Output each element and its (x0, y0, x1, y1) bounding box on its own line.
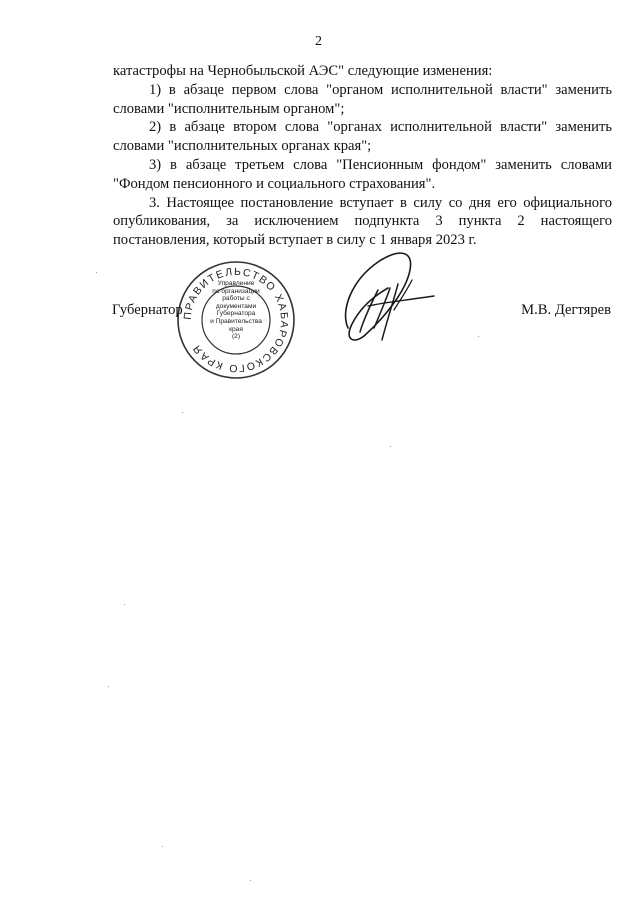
seal-inner-line: и Правительства (210, 317, 262, 325)
scan-speck (182, 412, 183, 413)
paragraph: 3) в абзаце третьем слова "Пенсионным фондом" заменить словами "Фондом пенсионного и социального страхования". (113, 156, 612, 192)
scan-speck (124, 604, 125, 605)
seal-inner-line: края (229, 325, 243, 333)
signatory-name: М.В. Дегтярев (521, 302, 611, 318)
signatory-position: Губернатор (112, 302, 183, 318)
paragraph: 3. Настоящее постановление вступает в силу со дня его официального опубликования, за исключением подпункта 3 пункта 2 настоящего постановления, который вступает в силу с 1 января 2023 г. (113, 194, 612, 249)
seal-inner-line: работы с документами (215, 295, 257, 310)
scan-speck (390, 446, 391, 447)
seal-inner-line: по организации (212, 287, 260, 295)
document-body (113, 62, 612, 250)
handwritten-signature (330, 240, 440, 350)
paragraph: катастрофы на Чернобыльской АЭС" следующие изменения: (113, 63, 493, 79)
paragraph: 1) в абзаце первом слова "органом исполнительной власти" заменить словами "исполнительным органом"; (113, 81, 612, 117)
scan-speck (478, 336, 479, 337)
scan-speck (108, 686, 109, 687)
seal-inner-line: Управление (217, 280, 255, 287)
seal-inner-text (206, 280, 266, 341)
seal-ring-text: ПРАВИТЕЛЬСТВО ХАБАРОВСКОГО КРАЯ (181, 265, 291, 375)
paragraph: 2) в абзаце втором слова "органах исполнительной власти" заменить словами "исполнительных органах края"; (113, 119, 612, 155)
scan-speck (250, 880, 251, 881)
seal-inner-line: (2) (231, 333, 241, 341)
page-number: 2 (315, 34, 322, 49)
seal-inner-line: Губернатора (216, 310, 256, 318)
scan-speck (162, 846, 163, 847)
scan-speck (96, 272, 97, 273)
